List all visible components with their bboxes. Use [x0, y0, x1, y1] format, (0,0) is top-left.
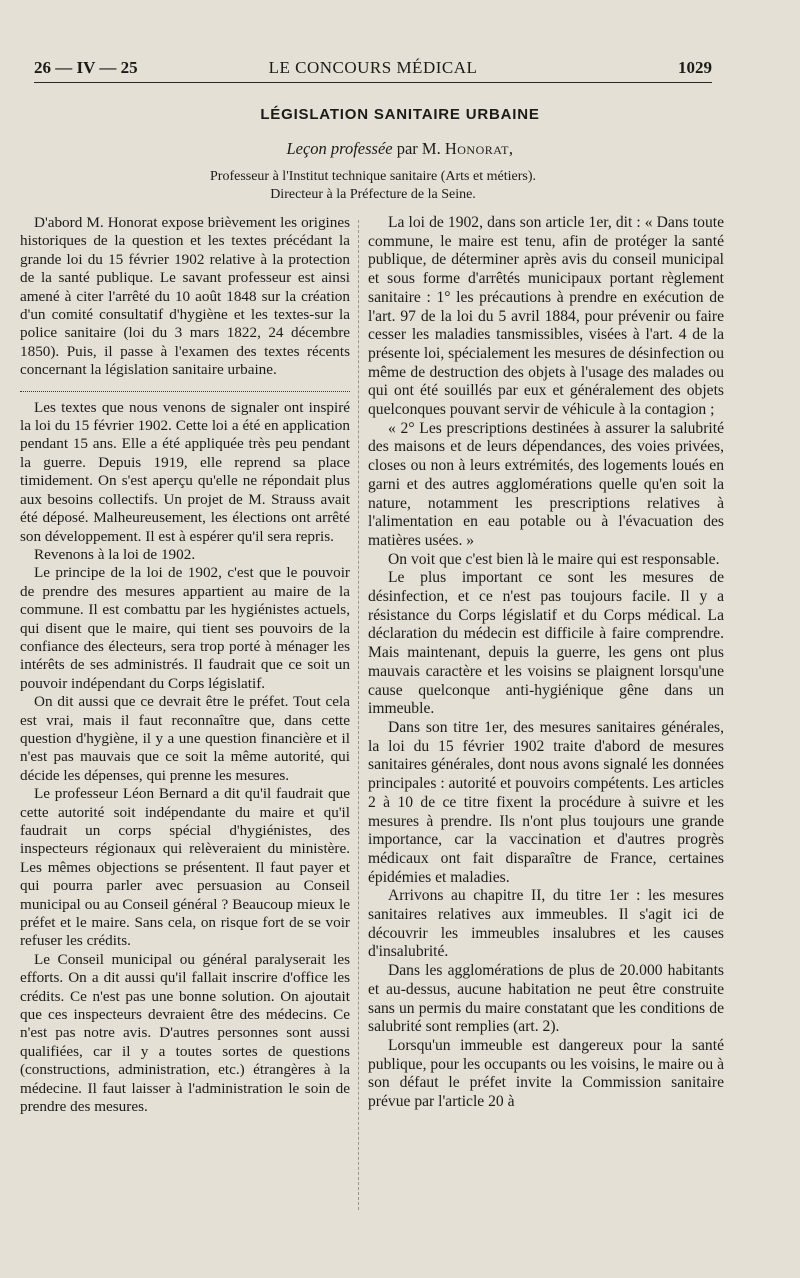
column-divider [358, 220, 359, 1210]
paragraph: Le plus important ce sont les mesures de désinfection, et ce n'est pas toujours facile. Il y a résistance du Corps législatif et du Corps médical. La déclaration du médecin est difficile à faire comprendre. Mais maintenant, depuis la guerre, les gens ont plus mauvais caractère et les voisins se plaignent lorsqu'une cause quelconque anti-hygiénique gêne dans un immeuble. [368, 569, 724, 718]
article-title: LÉGISLATION SANITAIRE URBAINE [260, 106, 540, 123]
left-column [20, 214, 350, 1117]
affiliation-line-1: Professeur à l'Institut technique sanitaire (Arts et métiers). [210, 169, 536, 184]
paragraph: Dans son titre 1er, des mesures sanitaires générales, la loi du 15 février 1902 traite d'abord de mesures sanitaires générales, dont nous avons signalé les données principales : autorité et pouvoirs compétents. Les articles 2 à 10 de ce titre fixent la procédure à suivre et les mesures à prendre. Ils n'ont plus toujours une grande importance, car la vaccination et d'autres progrès médicaux ont fait disparaître de France, certaines épidémies et maladies. [368, 718, 724, 886]
lesson-prefix: Leçon professée [286, 139, 393, 158]
paragraph: Le principe de la loi de 1902, c'est que le pouvoir de prendre des mesures appartient au maire de la commune. Il est combattu par les hygiénistes actuels, qui disent que le maire, qui tient ses pouvoirs de la confiance des électeurs, sera trop porté à ménager les intérêts de ses administrés. Il faudrait que ce soit un pouvoir indépendant du Corps législatif. [20, 564, 350, 692]
page-number: 1029 [678, 58, 712, 77]
paragraph: Dans les agglomérations de plus de 20.000 habitants et au-dessus, aucune habitation ne peut être construite sans un permis du maire constatant que les conditions de salubrité sont remplies (art. 2). [368, 962, 724, 1036]
paragraph: D'abord M. Honorat expose brièvement les origines historiques de la question et les textes précédant la grande loi du 15 février 1902 relative à la protection de la santé publique. Le savant professeur est ainsi amené à citer l'arrêté du 10 août 1848 sur la création d'un comité consultatif d'hygiène et les textes-sur la police sanitaire (loi du 3 mars 1822, 24 décembre 1850). Puis, il passe à l'examen des textes récents concernant la législation sanitaire urbaine. [20, 214, 350, 379]
affiliation-line-2: Directeur à la Préfecture de la Seine. [270, 187, 476, 202]
paragraph: Les textes que nous venons de signaler ont inspiré la loi du 15 février 1902. Cette loi a été en application pendant 15 ans. Elle a été appliquée très peu pendant la guerre. Depuis 1919, elle reprend sa place timidement. On s'est aperçu qu'elle ne répondait plus aux besoins collectifs. Un projet de M. Strauss avait été déposé. Malheureusement, les élections ont arrêté son développement. Il est à espérer qu'il sera repris. [20, 398, 350, 545]
paragraph: Le professeur Léon Bernard a dit qu'il faudrait que cette autorité soit indépendante du maire et qu'il faudrait un corps spécial d'hygiénistes, des inspecteurs régionaux qui relèveraient du ministère. Les mêmes objections se présentent. Il faut payer et qui pourra parler avec persuasion au Conseil municipal ou au Conseil général ? Beaucoup mieux le préfet et le maire. Sans cela, on risque fort de se voir refuser les crédits. [20, 785, 350, 950]
folio-date: 26 — IV — 25 [34, 58, 138, 77]
paragraph: La loi de 1902, dans son article 1er, dit : « Dans toute commune, le maire est tenu, afin de protéger la santé publique, de déterminer après avis du conseil municipal et sous forme d'arrêtés municipaux portant règlement sanitaire : 1° les précautions à prendre en exécution de l'art. 97 de la loi du 5 avril 1884, pour prévenir ou faire cesser les maladies tansmissibles, visées à l'art. 4 de la présente loi, spécialement les mesures de désinfection ou même de destruction des objets à l'usage des malades ou qui ont été souillés par eux et généralement des objets quelconques pouvant servir de véhicule à la contagion ; [368, 214, 724, 419]
paragraph: On dit aussi que ce devrait être le préfet. Tout cela est vrai, mais il faut reconnaître que, dans cette question d'hygiène, il y a une question financière et il n'est pas mauvais que ce soit la même autorité, qui décide les dépenses, qui prenne les mesures. [20, 693, 350, 784]
journal-title: LE CONCOURS MÉDICAL [268, 58, 478, 77]
right-column [368, 214, 724, 1112]
paragraph: Lorsqu'un immeuble est dangereux pour la santé publique, pour les occupants ou les voisins, le maire ou à son défaut le préfet invite la Commission sanitaire prévue par l'article 20 à [368, 1036, 724, 1111]
paragraph: Le Conseil municipal ou général paralyserait les efforts. On a dit aussi qu'il fallait inscrire d'office les crédits. Ce n'est pas une bonne solution. On ajoutait que ces inspecteurs devraient être des médecins. Ce n'est pas notre avis. D'autres personnes sont aussi qualifiées, car il y a toutes sortes de questions (constructions, administration, etc.) étrangères à la médecine. Il faut laisser à l'administration le soin de prendre des mesures. [20, 950, 350, 1116]
paragraph: On voit que c'est bien là le maire qui est responsable. [388, 550, 720, 568]
author-name: Honorat, [444, 139, 514, 158]
paragraph: Revenons à la loi de 1902. [34, 545, 196, 563]
paragraph: Arrivons au chapitre II, du titre 1er : les mesures sanitaires relatives aux immeubles. Il s'agit ici de découvrir les immeubles insalubres et les causes d'insalubrité. [368, 887, 724, 961]
paragraph: « 2° Les prescriptions destinées à assurer la salubrité des maisons et de leurs dépendances, des voies privées, closes ou non à leurs extrémités, des logements loués en garni et des autres agglomérations quelle qu'en soit la nature, notamment les prescriptions relatives à l'alimentation en eau potable ou à l'évacuation des matières usées. » [368, 419, 724, 549]
author-affiliation [0, 168, 746, 204]
running-head [34, 56, 712, 83]
lesson-by: par M. [392, 139, 445, 158]
lesson-byline [0, 139, 800, 159]
dotted-separator [20, 381, 350, 392]
